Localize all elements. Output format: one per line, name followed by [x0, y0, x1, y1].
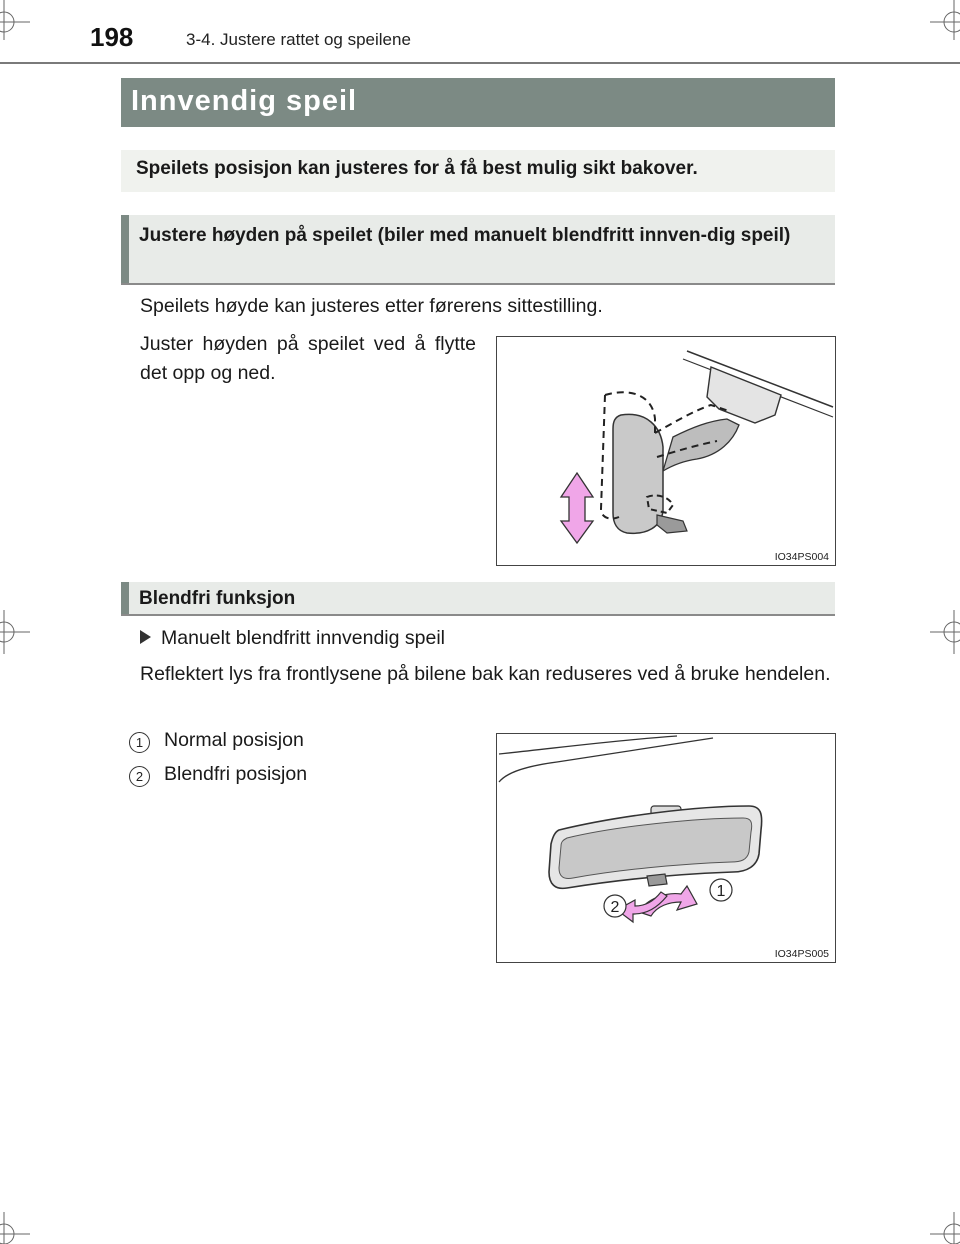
paragraph-antiglare: Reflektert lys fra frontlysene på bilene bak kan reduseres ved å bruke hendelen. — [140, 663, 831, 685]
paragraph-height-intro: Speilets høyde kan justeres etter førerens sittestilling. — [140, 295, 603, 317]
bullet-text: Manuelt blendfritt innvendig speil — [161, 627, 446, 649]
triangle-bullet-icon — [140, 630, 151, 644]
paragraph-height-instruction: Juster høyden på speilet ved å flytte det opp og ned. — [140, 333, 476, 384]
bullet-item — [140, 624, 445, 653]
number-circle: 2 — [129, 766, 150, 787]
figure-mirror-height — [496, 336, 836, 566]
figure-code: IO34PS004 — [774, 551, 829, 563]
title-bar — [121, 78, 835, 127]
figure-code: IO34PS005 — [774, 948, 829, 960]
figure-antiglare-lever — [496, 733, 836, 963]
page-title: Innvendig speil — [131, 85, 358, 117]
numbered-item-label: Blendfri posisjon — [164, 763, 308, 785]
intro-text: Speilets posisjon kan justeres for å få best mulig sikt bakover. — [136, 158, 698, 179]
number-circle: 1 — [129, 732, 150, 753]
running-header: 3-4. Justere rattet og speilene — [186, 30, 411, 49]
subheading-accent — [121, 582, 129, 614]
subheading-height-text: Justere høyden på speilet (biler med manuelt blendfritt innven-dig speil) — [139, 225, 791, 246]
subheading-antiglare-text: Blendfri funksjon — [139, 588, 296, 609]
intro-box — [121, 150, 835, 192]
antiglare-mirror-illustration — [497, 734, 835, 962]
callout-2: 2 — [610, 899, 620, 916]
page-number: 198 — [90, 22, 134, 52]
subheading-antiglare — [121, 582, 835, 616]
subheading-height — [121, 215, 835, 285]
subheading-accent — [121, 215, 129, 283]
mirror-height-illustration — [497, 337, 835, 565]
callout-1: 1 — [716, 883, 726, 900]
header-divider — [0, 62, 960, 64]
numbered-item-label: Normal posisjon — [164, 729, 304, 751]
